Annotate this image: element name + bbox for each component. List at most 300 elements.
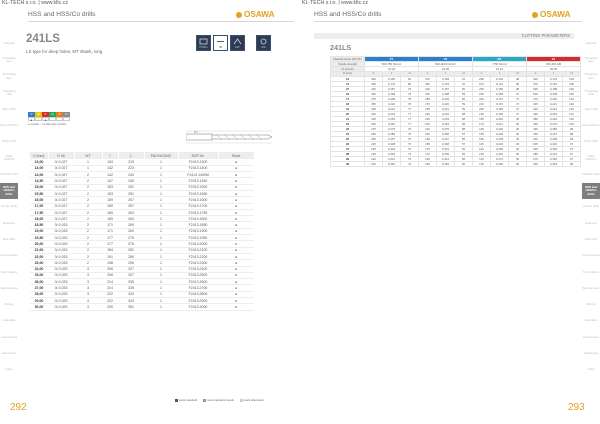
table-cell: ● bbox=[218, 253, 254, 259]
sidebar-item[interactable]: Tool holders bbox=[0, 269, 18, 274]
table-cell: 0,319 bbox=[383, 146, 401, 151]
table-cell: 343 bbox=[118, 291, 144, 297]
table-cell: 75 bbox=[401, 146, 419, 151]
table-cell: 0,264 bbox=[383, 121, 401, 126]
table-cell: F2413.1700 bbox=[178, 203, 218, 209]
table-cell: 0/-0,033 bbox=[48, 298, 74, 304]
table-cell: 61 bbox=[455, 81, 473, 86]
table-cell: 0,286 bbox=[383, 131, 401, 136]
table-cell: 36 bbox=[509, 146, 527, 151]
table-cell: 210 bbox=[473, 101, 491, 106]
table-cell: F2413.2000 bbox=[178, 241, 218, 247]
table-cell: 2 bbox=[74, 247, 102, 253]
table-cell: 14,00 bbox=[30, 172, 48, 178]
sidebar-item[interactable]: General bbox=[3, 41, 15, 46]
table-cell: 61 bbox=[455, 76, 473, 81]
table-cell: 3 bbox=[74, 272, 102, 278]
suitability-mark: ○ bbox=[35, 117, 42, 121]
sidebar-item[interactable]: Carbide drills bbox=[0, 171, 18, 176]
sidebar-item[interactable]: Boring bbox=[4, 302, 14, 307]
column-header: f bbox=[545, 72, 563, 77]
table-cell: 14,50 bbox=[30, 178, 48, 184]
sidebar-item[interactable]: Taps HSS/Co bbox=[582, 122, 600, 127]
table-cell: 0/-0,033 bbox=[48, 279, 74, 285]
table-cell: 184 bbox=[102, 247, 118, 253]
column-header: n bbox=[527, 72, 545, 77]
sidebar-item[interactable]: Tool holders bbox=[582, 269, 600, 274]
table-cell: 18 bbox=[331, 101, 365, 106]
material-code-n: N bbox=[49, 112, 56, 117]
row-label: Vc [m/min] bbox=[331, 67, 365, 72]
legend-swatch-icon bbox=[240, 399, 243, 402]
table-cell: 22 bbox=[331, 121, 365, 126]
table-cell: ● bbox=[218, 209, 254, 215]
table-cell: 223 bbox=[118, 165, 144, 171]
table-cell: 1 bbox=[144, 235, 178, 241]
table-cell: 16,00 bbox=[30, 197, 48, 203]
table-cell: 0,330 bbox=[437, 151, 455, 156]
table-cell: 56 bbox=[455, 151, 473, 156]
table-cell: 20 bbox=[331, 111, 365, 116]
sidebar-item[interactable]: Reamers bbox=[584, 220, 598, 225]
table-cell: 0,275 bbox=[383, 126, 401, 131]
sidebar-item[interactable]: Drills HSS/Co bbox=[3, 153, 15, 162]
table-cell: 355 bbox=[365, 101, 383, 106]
table-cell: 1 bbox=[144, 197, 178, 203]
point-angle-icon: 118° bbox=[230, 35, 245, 51]
sidebar-item[interactable]: Index bbox=[5, 367, 13, 372]
table-cell: 30 bbox=[331, 161, 365, 166]
table-cell: 78 bbox=[401, 101, 419, 106]
table-cell: 0,220 bbox=[383, 101, 401, 106]
table-cell: 28,00 bbox=[30, 291, 48, 297]
table-cell: 21 bbox=[331, 116, 365, 121]
table-cell: F2413.2900 bbox=[178, 298, 218, 304]
table-cell: 327 bbox=[118, 272, 144, 278]
sidebar-item[interactable]: Indexable bbox=[584, 318, 598, 323]
table-cell: 56 bbox=[455, 161, 473, 166]
table-cell: 0,273 bbox=[491, 156, 509, 161]
table-cell: 160 bbox=[419, 161, 437, 166]
table-cell: 0/-0,033 bbox=[48, 266, 74, 272]
table-cell: 59 bbox=[455, 106, 473, 111]
material-group-badge: M1 bbox=[473, 57, 527, 62]
table-cell: 470 bbox=[527, 96, 545, 101]
sidebar-item[interactable]: Boring bbox=[586, 302, 596, 307]
cutting-parameters-table bbox=[330, 56, 581, 167]
drill-shank-label: MT bbox=[194, 130, 199, 135]
table-cell: F2413.1550 bbox=[178, 190, 218, 196]
table-cell: 2 bbox=[74, 228, 102, 234]
tensile-strength: 600-1100 N/mm² bbox=[419, 62, 473, 67]
table-cell: ● bbox=[218, 285, 254, 291]
table-cell: 190 bbox=[419, 136, 437, 141]
table-cell: 1 bbox=[144, 159, 178, 165]
sidebar-item[interactable]: Centre drills bbox=[0, 204, 17, 209]
table-cell: 2 bbox=[74, 235, 102, 241]
table-cell: 0,352 bbox=[383, 161, 401, 166]
table-cell: 0,141 bbox=[491, 81, 509, 86]
table-cell: 0,341 bbox=[545, 151, 563, 156]
table-cell: 35 bbox=[509, 161, 527, 166]
table-cell: 24 bbox=[331, 131, 365, 136]
table-cell: 0,242 bbox=[383, 111, 401, 116]
table-cell: 37 bbox=[509, 111, 527, 116]
table-cell: 2 bbox=[74, 260, 102, 266]
sidebar-item[interactable]: Drills HSS/Co bbox=[585, 153, 597, 162]
table-cell: 0,220 bbox=[545, 96, 563, 101]
table-cell: 251 bbox=[118, 190, 144, 196]
table-cell: 0,198 bbox=[383, 91, 401, 96]
sidebar-item[interactable]: Threading taps bbox=[584, 56, 598, 64]
table-cell: 2 bbox=[74, 184, 102, 190]
table-cell: 269 bbox=[118, 222, 144, 228]
column-header: vf bbox=[455, 72, 473, 77]
table-cell: ● bbox=[218, 190, 254, 196]
column-header: Stock bbox=[218, 152, 254, 159]
table-cell: F2413.2500 bbox=[178, 272, 218, 278]
drill-drawing bbox=[186, 130, 272, 144]
table-cell: 0,209 bbox=[383, 96, 401, 101]
table-cell: 165 bbox=[419, 156, 437, 161]
table-cell: 1 bbox=[144, 172, 178, 178]
table-cell: 0,209 bbox=[437, 96, 455, 101]
sidebar-item[interactable]: Centre drills bbox=[582, 204, 599, 209]
sidebar-item[interactable]: Index bbox=[587, 367, 595, 372]
table-cell: 1 bbox=[144, 241, 178, 247]
table-cell: 23,00 bbox=[30, 260, 48, 266]
column-header: L bbox=[118, 152, 144, 159]
table-cell: 19 bbox=[331, 106, 365, 111]
table-cell: 0/-0,027 bbox=[48, 184, 74, 190]
table-cell: F2413.1800 bbox=[178, 216, 218, 222]
table-cell: 0,297 bbox=[383, 136, 401, 141]
table-cell: 0/-0,027 bbox=[48, 172, 74, 178]
table-cell: 0,253 bbox=[545, 111, 563, 116]
table-cell: 420 bbox=[527, 106, 545, 111]
table-cell: F2413.2600 bbox=[178, 279, 218, 285]
table-cell: 0,319 bbox=[437, 146, 455, 151]
sidebar-item[interactable]: General bbox=[585, 41, 597, 46]
table-cell: 2 bbox=[74, 190, 102, 196]
table-cell: 0/-0,027 bbox=[48, 197, 74, 203]
table-cell: 240 bbox=[419, 111, 437, 116]
table-cell: 108 bbox=[563, 81, 581, 86]
table-cell: ● bbox=[218, 241, 254, 247]
sidebar-item[interactable]: Countersinks bbox=[582, 253, 600, 258]
table-cell: ● bbox=[218, 178, 254, 184]
table-cell: 206 bbox=[102, 266, 118, 272]
table-cell: 38 bbox=[509, 86, 527, 91]
tensile-strength: 150-300 HB bbox=[527, 62, 581, 67]
table-cell: 60 bbox=[455, 96, 473, 101]
table-cell: 0,176 bbox=[437, 81, 455, 86]
table-cell: 345 bbox=[527, 126, 545, 131]
cutting-speed: 20-35 bbox=[527, 67, 581, 72]
material-code-h: H bbox=[63, 112, 70, 117]
table-cell: 0,187 bbox=[437, 86, 455, 91]
sidebar-item[interactable]: Threading mills bbox=[2, 88, 16, 97]
sidebar-item[interactable]: Special tools bbox=[582, 285, 600, 290]
table-cell: 1 bbox=[144, 209, 178, 215]
table-cell: 0,132 bbox=[491, 76, 509, 81]
cutting-speed: 10-14 bbox=[473, 67, 527, 72]
sidebar-item[interactable]: Threading dies bbox=[584, 72, 598, 80]
sidebar-item[interactable]: Special tools bbox=[0, 285, 18, 290]
cutting-product-code: 241LS bbox=[330, 43, 352, 52]
suitability-mark bbox=[56, 117, 63, 121]
table-cell: 210 bbox=[419, 126, 437, 131]
column-header: D [mm] bbox=[331, 72, 365, 77]
tolerance-icon: h8 bbox=[213, 35, 228, 51]
table-cell: 147 bbox=[102, 178, 118, 184]
table-cell: 1 bbox=[144, 165, 178, 171]
table-cell: 77 bbox=[401, 106, 419, 111]
sidebar-item[interactable]: Carbide drills bbox=[582, 171, 600, 176]
column-header: D [mm] bbox=[30, 152, 48, 159]
table-cell: 180 bbox=[473, 116, 491, 121]
table-cell: 296 bbox=[118, 260, 144, 266]
table-cell: 150 bbox=[473, 136, 491, 141]
table-cell: 620 bbox=[527, 76, 545, 81]
table-cell: 17 bbox=[331, 96, 365, 101]
table-cell: 2 bbox=[74, 197, 102, 203]
table-cell: 214 bbox=[102, 285, 118, 291]
table-cell: 275 bbox=[527, 156, 545, 161]
table-cell: 400 bbox=[527, 111, 545, 116]
table-cell: ● bbox=[218, 298, 254, 304]
table-cell: 170 bbox=[419, 151, 437, 156]
table-cell: 36 bbox=[509, 126, 527, 131]
sidebar-left bbox=[0, 36, 18, 378]
table-cell: F2413.2700 bbox=[178, 285, 218, 291]
table-cell: 125 bbox=[473, 161, 491, 166]
sidebar-item[interactable]: Indexable bbox=[2, 318, 16, 323]
table-cell: 535 bbox=[527, 86, 545, 91]
table-cell: 97 bbox=[563, 156, 581, 161]
table-cell: F2413.3000 bbox=[178, 304, 218, 310]
table-cell: 103 bbox=[563, 101, 581, 106]
table-cell: 0/-0,033 bbox=[48, 260, 74, 266]
sidebar-item[interactable]: Accessories bbox=[0, 334, 18, 339]
table-cell: 3 bbox=[74, 291, 102, 297]
table-cell: 97 bbox=[563, 141, 581, 146]
table-cell: 100 bbox=[563, 121, 581, 126]
table-cell: ● bbox=[218, 272, 254, 278]
sidebar-item[interactable]: End mills bbox=[584, 236, 598, 241]
table-cell: 0,167 bbox=[491, 96, 509, 101]
table-cell: F2413.2200 bbox=[178, 253, 218, 259]
column-header: f bbox=[437, 72, 455, 77]
table-cell: 263 bbox=[118, 209, 144, 215]
table-cell: 370 bbox=[419, 76, 437, 81]
table-cell: 455 bbox=[365, 81, 383, 86]
table-cell: 13,00 bbox=[30, 159, 48, 165]
table-cell: 0,231 bbox=[437, 106, 455, 111]
table-cell: 1 bbox=[144, 279, 178, 285]
table-cell: 0/-0,027 bbox=[48, 209, 74, 215]
top-line: KL-TECH s.r.o. | www.kltc.cz bbox=[2, 0, 68, 6]
table-cell: 0,330 bbox=[545, 146, 563, 151]
table-cell: 59 bbox=[455, 101, 473, 106]
table-cell: 0,209 bbox=[545, 91, 563, 96]
table-cell: 0,187 bbox=[545, 81, 563, 86]
section-title: HSS and HSS/Co drills bbox=[28, 11, 96, 18]
sidebar-item[interactable]: Taps HSS/Co bbox=[0, 122, 19, 127]
table-cell: 1 bbox=[144, 178, 178, 184]
page-number: 293 bbox=[568, 402, 585, 413]
table-cell: 100 bbox=[563, 116, 581, 121]
table-cell: 102 bbox=[563, 106, 581, 111]
sidebar-item[interactable]: Drills HSS bbox=[584, 139, 598, 144]
table-cell: 37 bbox=[509, 101, 527, 106]
table-cell: 0,352 bbox=[437, 161, 455, 166]
sidebar-item[interactable]: Threading mills bbox=[584, 88, 598, 97]
product-code: 241LS bbox=[26, 33, 60, 45]
table-cell: 105 bbox=[563, 91, 581, 96]
table-cell: 38 bbox=[509, 76, 527, 81]
dimensions-table bbox=[30, 152, 255, 311]
table-cell: F2413.2400 bbox=[178, 266, 218, 272]
table-cell: 380 bbox=[527, 116, 545, 121]
material-suitability-strip bbox=[28, 117, 70, 121]
table-cell: 13 bbox=[331, 76, 365, 81]
table-cell: 19,00 bbox=[30, 228, 48, 234]
table-cell: 175 bbox=[419, 146, 437, 151]
table-cell: 230 bbox=[419, 116, 437, 121]
sidebar-item[interactable]: Accessories bbox=[582, 334, 600, 339]
product-description: LS type for deep holes, MT shank, long bbox=[26, 49, 103, 54]
table-cell: F2413.1500 bbox=[178, 184, 218, 190]
legend-item: stock standard needs bbox=[203, 398, 234, 402]
row-label: Tensile strength bbox=[331, 62, 365, 67]
logo-mark-icon bbox=[532, 12, 538, 18]
hss-co-icon: HSSCo bbox=[196, 35, 211, 51]
table-cell: 58 bbox=[455, 121, 473, 126]
table-cell: 80 bbox=[401, 81, 419, 86]
sidebar-item[interactable]: Threading dies bbox=[2, 72, 16, 80]
table-cell: 0/-0,027 bbox=[48, 165, 74, 171]
table-cell: 1 bbox=[144, 216, 178, 222]
table-cell: 305 bbox=[527, 141, 545, 146]
material-group-badge: P1 bbox=[365, 57, 419, 62]
table-cell: 263 bbox=[118, 216, 144, 222]
table-cell: 0,308 bbox=[383, 141, 401, 146]
table-cell: 130 bbox=[473, 156, 491, 161]
table-cell: 145 bbox=[473, 141, 491, 146]
table-cell: 153 bbox=[102, 190, 118, 196]
sidebar-item[interactable]: Measuring bbox=[583, 351, 598, 356]
logo-text: OSAWA bbox=[540, 10, 571, 19]
sidebar-item[interactable]: Drills HSS bbox=[2, 139, 16, 144]
table-cell: 0,255 bbox=[491, 146, 509, 151]
table-cell: 3 bbox=[74, 285, 102, 291]
table-cell: ● bbox=[218, 159, 254, 165]
sidebar-item[interactable]: HSS and HSS/Co drills bbox=[582, 183, 600, 199]
table-cell: 0,198 bbox=[437, 91, 455, 96]
table-cell: 220 bbox=[365, 156, 383, 161]
table-cell: 425 bbox=[365, 86, 383, 91]
table-cell: ● bbox=[218, 184, 254, 190]
osawa-logo bbox=[236, 10, 274, 19]
table-cell: 57 bbox=[455, 141, 473, 146]
material-code-p: P bbox=[28, 112, 35, 117]
table-cell: 265 bbox=[365, 131, 383, 136]
table-cell: 36 bbox=[509, 131, 527, 136]
table-cell: 235 bbox=[365, 146, 383, 151]
table-cell: ● bbox=[218, 228, 254, 234]
table-cell: 57 bbox=[455, 131, 473, 136]
sidebar-item[interactable]: Threading taps bbox=[2, 56, 16, 64]
table-cell: 74 bbox=[401, 151, 419, 156]
table-cell: F2413.1450 bbox=[178, 178, 218, 184]
table-cell: 2 bbox=[74, 222, 102, 228]
sidebar-item[interactable]: Taps HSS bbox=[2, 106, 16, 111]
table-cell: 375 bbox=[365, 96, 383, 101]
sidebar-item[interactable]: HSS and HSS/Co drills bbox=[0, 183, 18, 199]
table-cell: 0,286 bbox=[437, 131, 455, 136]
tensile-strength: 500-750 N/mm² bbox=[365, 62, 419, 67]
table-cell: 0,242 bbox=[545, 106, 563, 111]
sidebar-item[interactable]: Countersinks bbox=[0, 253, 18, 258]
table-cell: F2413.2300 bbox=[178, 260, 218, 266]
sidebar-item[interactable]: Taps HSS bbox=[584, 106, 598, 111]
table-cell: 2 bbox=[74, 216, 102, 222]
table-cell: ● bbox=[218, 172, 254, 178]
table-cell: 343 bbox=[118, 298, 144, 304]
table-cell: 0/-0,027 bbox=[48, 178, 74, 184]
material-code-s: S bbox=[56, 112, 63, 117]
sidebar-item[interactable]: Measuring bbox=[1, 351, 16, 356]
table-cell: 38 bbox=[509, 81, 527, 86]
legend-swatch-icon bbox=[203, 399, 206, 402]
material-code-k: K bbox=[42, 112, 49, 117]
table-cell: 0,194 bbox=[491, 111, 509, 116]
table-cell: 365 bbox=[527, 121, 545, 126]
sidebar-item[interactable]: End mills bbox=[2, 236, 16, 241]
column-header: n bbox=[473, 72, 491, 77]
table-cell: 19,50 bbox=[30, 235, 48, 241]
table-cell: 1 bbox=[144, 291, 178, 297]
table-cell: 165 bbox=[102, 216, 118, 222]
table-cell: 171 bbox=[102, 222, 118, 228]
table-cell: 2 bbox=[74, 203, 102, 209]
table-cell: 0,198 bbox=[545, 86, 563, 91]
table-cell: 1 bbox=[144, 184, 178, 190]
table-cell: 96 bbox=[563, 161, 581, 166]
table-cell: 14,00 bbox=[30, 165, 48, 171]
header-rule bbox=[314, 21, 582, 22]
sidebar-item[interactable]: Reamers bbox=[2, 220, 16, 225]
table-cell: 320 bbox=[527, 136, 545, 141]
table-cell: 0,352 bbox=[545, 156, 563, 161]
table-cell: F2413.1950 bbox=[178, 235, 218, 241]
table-cell: 257 bbox=[118, 197, 144, 203]
table-cell: 282 bbox=[118, 247, 144, 253]
table-row bbox=[30, 304, 254, 310]
table-cell: 0,176 bbox=[545, 76, 563, 81]
table-cell: 36 bbox=[509, 121, 527, 126]
table-cell: 22,00 bbox=[30, 253, 48, 259]
table-cell: 56 bbox=[455, 136, 473, 141]
table-cell: 0/-0,033 bbox=[48, 253, 74, 259]
table-cell: 0,176 bbox=[383, 81, 401, 86]
table-cell: 320 bbox=[365, 111, 383, 116]
table-cell: 36 bbox=[509, 141, 527, 146]
table-cell: 2 bbox=[74, 209, 102, 215]
table-cell: 240 bbox=[118, 172, 144, 178]
table-cell: 0/-0,027 bbox=[48, 203, 74, 209]
